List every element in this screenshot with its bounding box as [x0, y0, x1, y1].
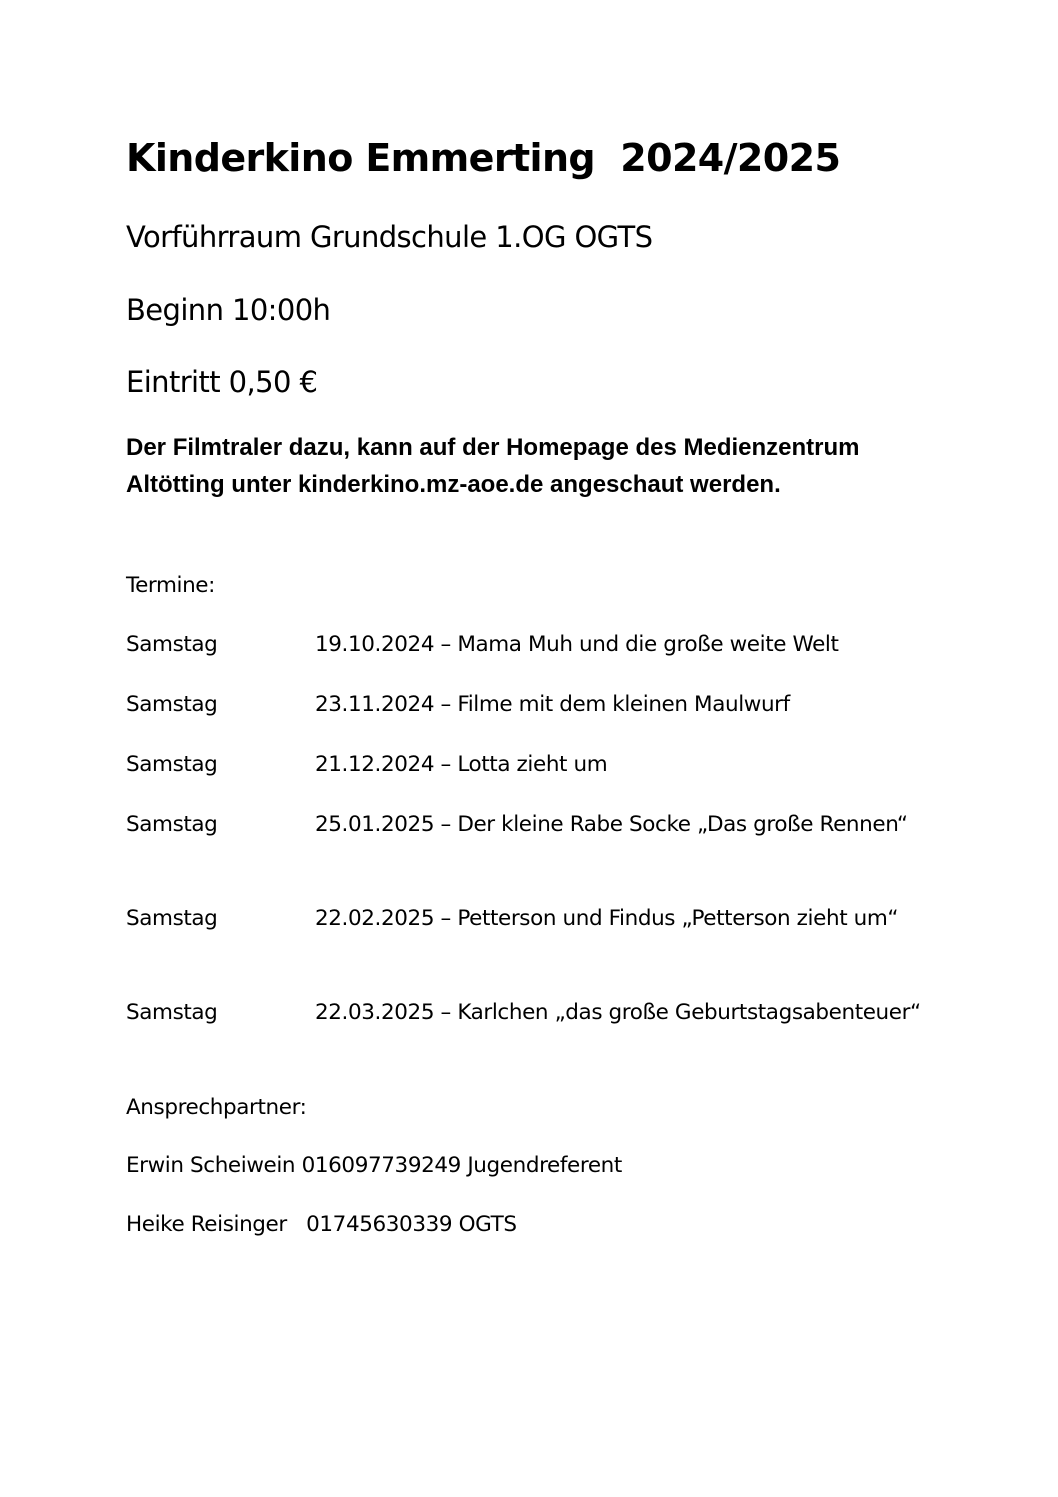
screening-day: Samstag — [126, 692, 218, 717]
screening-event: 25.01.2025 – Der kleine Rabe Socke „Das große Rennen“ — [315, 812, 908, 837]
screening-day: Samstag — [126, 906, 218, 931]
contact-line: Erwin Scheiwein 016097739249 Jugendreferent — [126, 1153, 622, 1178]
screening-event: 23.11.2024 – Filme mit dem kleinen Maulwurf — [315, 692, 790, 717]
document-title: Kinderkino Emmerting 2024/2025 — [126, 136, 841, 180]
start-time-line: Beginn 10:00h — [126, 293, 331, 327]
screening-event: 22.03.2025 – Karlchen „das große Geburtstagsabenteuer“ — [315, 1000, 921, 1025]
screening-event: 21.12.2024 – Lotta zieht um — [315, 752, 608, 777]
dates-heading: Termine: — [126, 573, 215, 598]
contact-line: Heike Reisinger 01745630339 OGTS — [126, 1212, 517, 1237]
contacts-heading: Ansprechpartner: — [126, 1095, 307, 1120]
admission-line: Eintritt 0,50 € — [126, 365, 318, 399]
screening-day: Samstag — [126, 632, 218, 657]
screening-event: 19.10.2024 – Mama Muh und die große weite Welt — [315, 632, 839, 657]
screening-day: Samstag — [126, 1000, 218, 1025]
screening-day: Samstag — [126, 752, 218, 777]
trailer-info-paragraph: Der Filmtraler dazu, kann auf der Homepage des Medienzentrum Altötting unter kinderkino.mz-aoe.de angeschaut werden. — [126, 434, 860, 498]
location-line: Vorführraum Grundschule 1.OG OGTS — [126, 220, 653, 254]
screening-event: 22.02.2025 – Petterson und Findus „Petterson zieht um“ — [315, 906, 899, 931]
screening-day: Samstag — [126, 812, 218, 837]
